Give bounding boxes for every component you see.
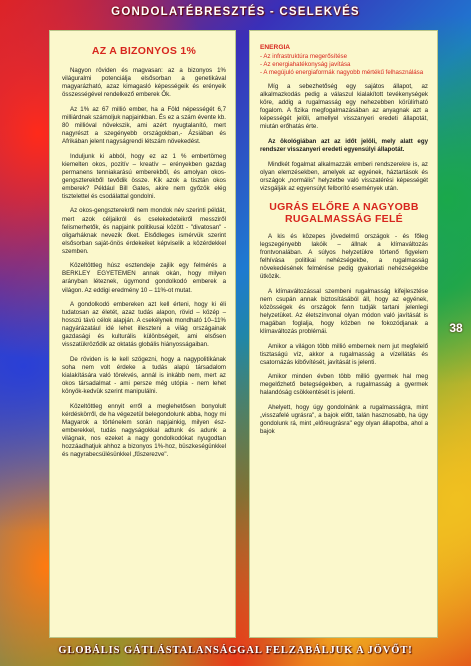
right-paragraph-8: Ahelyett, hogy úgy gondolnánk a rugalmasságra, mint „visszafelé ugrásra", a bajok előtt, talán hasznosabb, ha úgy gondolunk rá, mint „előreugrásra" egy olyan állapotba, ahol a bajok: [260, 404, 428, 436]
page-header-title: GONDOLATÉBRESZTÉS - CSELEKVÉS: [111, 6, 360, 18]
left-paragraph-4: Az okos-gengszterekről nem mondok név szerinti példát, mert azok céljaikról és cselekedeteikről messziről felismerhetők, és napjaink politikusai között - "divatosan" - oligarháknak nevezik őket. Elsődleges ismérvük szerint elsősorban saját-önös érdekeiket képviselik a közérdekkel szemben.: [62, 207, 226, 255]
left-paragraph-8: Közeltöttleg ennyit erről a meglehetősen bonyolult kérdéskörről, de ha végezetül belegondolunk abba, hogy mi Magyarok a történelem során napjainkig, milyen ész-emberekkel, tudás nagyságokkal adtunk és adunk a világnak, nos ezeket a nagy gondolkodókat nyugodtan hozzáadhatjuk ahhoz a bizonyos 1%-hoz, büszkeségünkkel és nagyrabecsülésünkkel „fűszerezve".: [62, 402, 226, 459]
page-number: 38: [449, 321, 463, 335]
energia-section-title: ENERGIA: [260, 44, 291, 51]
right-section-title: UGRÁS ELŐRE A NAGYOBB RUGALMASSÁG FELÉ: [269, 200, 419, 225]
right-paragraph-3: Mindkét fogalmat alkalmazzák emberi rendszerekre is, az olyan elemzésekben, amelyek az egyének, háztartások és országok „normális" helyzetbe való visszatérési képességét vizsgálják az egyensúlyt felborító események után.: [260, 160, 428, 192]
right-paragraph-4: A kis és közepes jövedelmű országok - és főleg legszegényebb lakóik – állnak a klímaváltozás frontvonalában. A súlyos helyzetükre törtenő figyelem felhívása politikai nehézségekbe, a rugalmasság növekedésének felmérése pedig gyakorlati nehézségekbe ütközik.: [260, 232, 428, 281]
left-paragraph-6: A gondolkodó embereken azt kell érteni, hogy ki éli tudatosan az életét, azaz tudás alapon, rövid – közép – hosszú távú célok alapján. A csekélynek mondható 10–11% nagyárázatául idé lehet illeszteni a világ országainak gazdasági és kulturális különbségeit, ami elsősen visszatükröződik az oktatás globális hiányosságaiban.: [62, 301, 226, 349]
page-header: [0, 0, 471, 28]
right-paragraph-7: Amikor minden évben több millió gyermek hal meg megelőzhető betegségekben, a rugalmasság a gyermek halandóság csökkentését is jelenti.: [260, 373, 428, 397]
right-column: [249, 30, 438, 638]
page-footer-slogan: GLOBÁLIS GÁTLÁSTALANSÁGGAL FELZABÁLJUK A JÖVŐT!: [58, 645, 413, 656]
left-paragraph-1: Nagyon röviden és magvasan: az a bizonyos 1% világuralmi potenciálja elsősorban a genetikával magyarázható, azaz kimagasló képességeik és erényeik összességével rendelkező emberek Ők.: [62, 67, 226, 99]
energia-bullet: - Az infrastruktúra megerősítése: [260, 53, 348, 60]
energia-bullet-list: [260, 53, 428, 77]
right-paragraph-2: Az ökológiában azt az időt jelöli, mely alatt egy rendszer visszanyeri eredeti egyensúlyi állapotát.: [260, 138, 428, 154]
right-paragraph-1: Míg a sebezhetőség egy sajátos állapot, az alkalmazkodás pedig a válaszul kialakított tevékenységek köre, addig a rugalmasság egy nehezebben körülírható fogalom. A fizika megfogalmazásában az anyagnak azt a képességét jelöli, amellyel visszanyeri eredeti állapotát, miután erőhatás érte.: [260, 83, 428, 131]
energia-bullet: - Az energiahatékonyság javítása: [260, 61, 351, 69]
page-footer: [0, 640, 471, 666]
left-paragraph-3: Induljunk ki abból, hogy ez az 1 % embertömeg kiemelten okos, pozitív – kreatív – erényekben gazdag permanens tenniakarású emberekből, és amolyan okos-gengszterekből tevődik össze. Kik azok a tisztán okos emberek? Például Bill Gates, akire nem győzök elég tisztelettel és csodálattal gondolni.: [62, 152, 226, 200]
left-paragraph-5: Közeltöttleg húsz esztendeje zajlik egy felmérés a BERKLEY EGYETEMEN annak okán, hogy milyen arányban léteznek, úgymond gondolkodó emberek a világon. Az eddigi eredmény 10 – 11%-ot mutat.: [62, 262, 226, 294]
energia-bullet: - A megújuló energiaformák nagyobb mértékű felhasználása: [260, 69, 424, 77]
left-column: [49, 30, 236, 638]
right-paragraph-6: Amikor a világon több millió embernek nem jut megfelelő tisztaságú víz, akkor a rugalmasság a vízellátás és csatornázás kibővítését, javítását is jelenti.: [260, 342, 428, 366]
left-paragraph-7: De röviden is le kell szögezni, hogy a nagypolitikának soha nem volt érdeke a tudás alapú társadalom kialakítására való törekvés, annál is inkább nem, mert az okos társadalmat - ami persze még utópia - nem lehet könyök-kedvük szerint manipulálni.: [62, 356, 226, 396]
right-paragraph-5: A klímaváltozással szembeni rugalmasság kifejlesztése nem csupán annak biztosításából áll, hogy az egyének, közösségek és országok fenn tudják tartani jelenlegi helyzetüket. Az életszínvonal olyan módon való javítását is magában foglalja, hogy közben ne fokozódjanak a klímaváltozás problémái.: [260, 287, 428, 335]
left-paragraph-2: Az 1% az 67 millió ember, ha a Föld népességét 6,7 milliárdnak számoljuk napjainkban. És ez a szám évente kb. 80 millióval növekszik, ami azért nyugtalanító, mert nagyrészt a szegényebb országokban,- Ázsiában és Afrikában jelent nagyságrendi létszám növekedést.: [62, 105, 226, 145]
left-column-title: AZ A BIZONYOS 1%: [91, 45, 197, 57]
